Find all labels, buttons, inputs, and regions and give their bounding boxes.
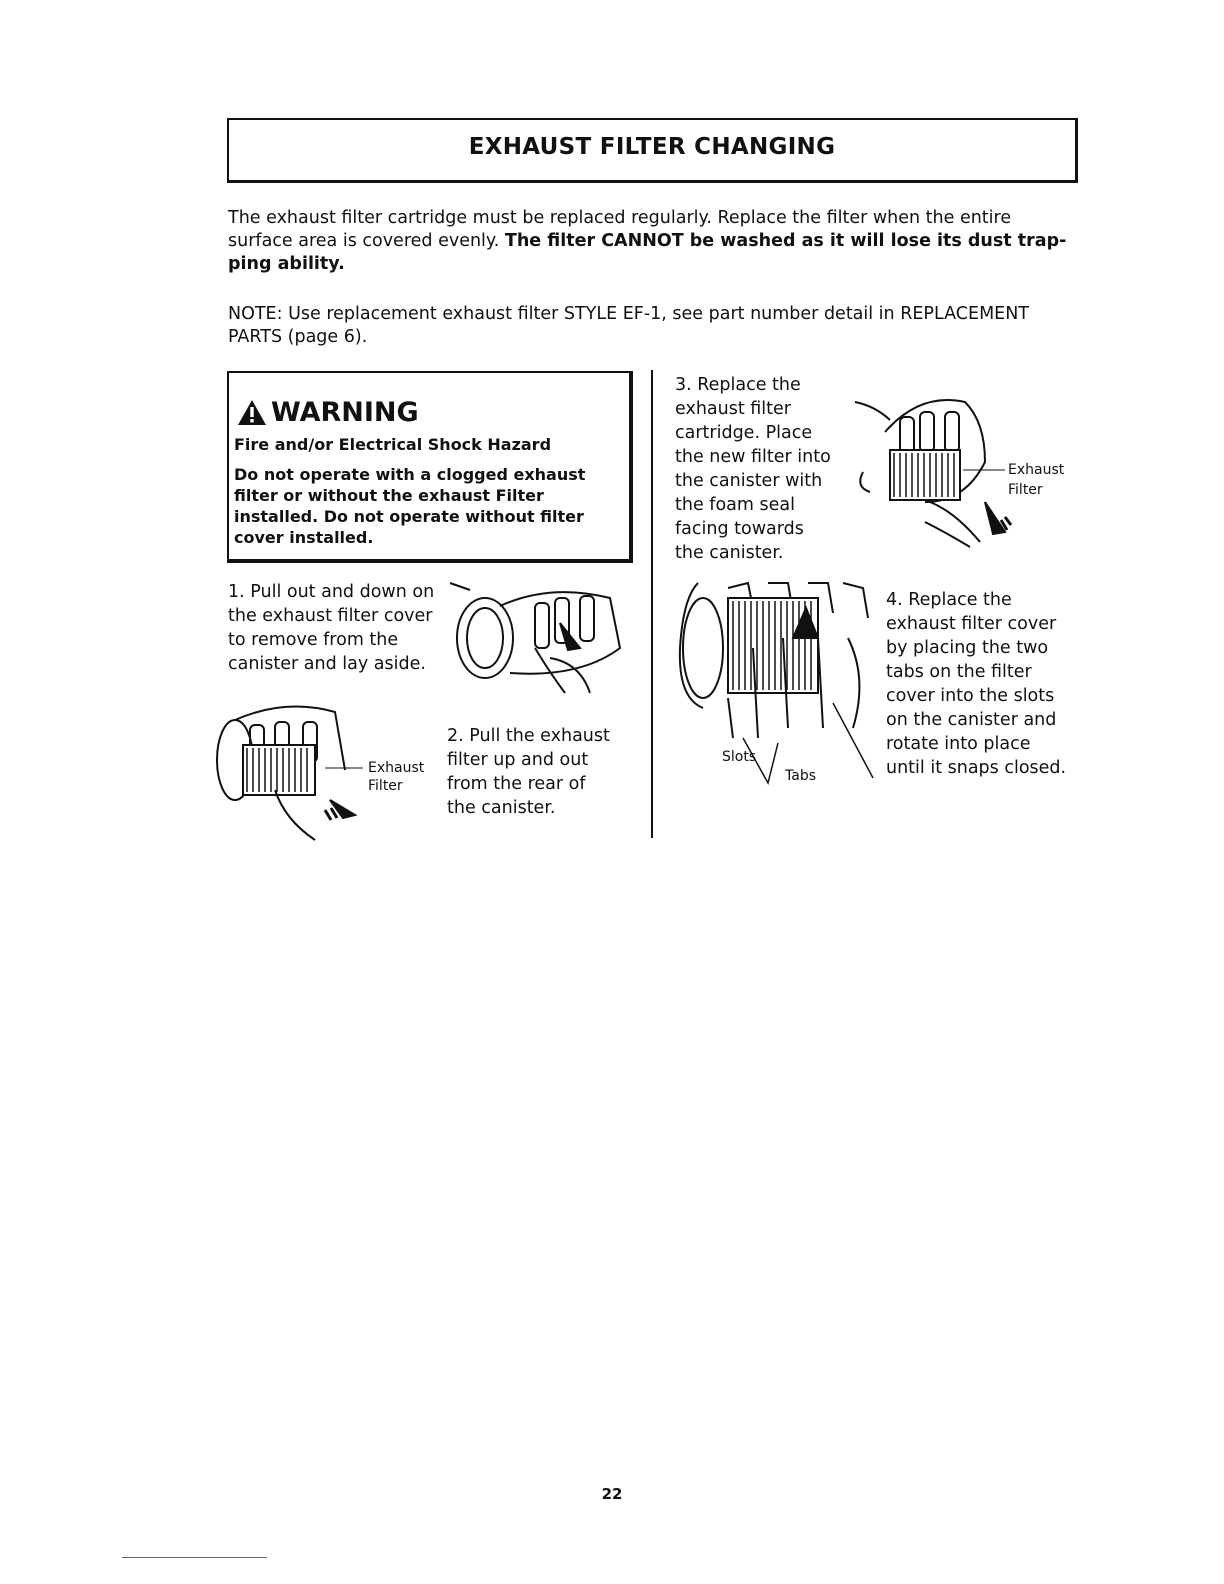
page-number: 22 — [601, 1485, 623, 1503]
warning-triangle-icon — [237, 399, 267, 426]
slots-label: Slots — [722, 749, 757, 765]
intro-paragraph — [228, 207, 1068, 276]
warning-body: Do not operate with a clogged exhaust filter or without the exhaust Filter installed. Do not operate without filter cover installed. — [234, 465, 586, 547]
page-title: EXHAUST FILTER CHANGING — [468, 134, 836, 160]
intro-line-1: The exhaust filter cartridge must be replaced regularly. Replace the filter when the entire — [228, 208, 1012, 228]
step-3-exhaust-label: Exhaust — [1008, 462, 1065, 478]
warning-box — [227, 371, 633, 563]
step-2-exhaust-label: Exhaust — [368, 760, 425, 776]
step-2-text: 2. Pull the exhaust filter up and out from the rear of the canister. — [447, 726, 610, 818]
note-line-2: PARTS (page 6). — [228, 327, 368, 347]
intro-line-2: surface area is covered evenly. The filter CANNOT be washed as it will lose its dust trap- — [228, 231, 1067, 251]
tabs-label: Tabs — [785, 768, 816, 784]
intro-line-3: ping ability. — [228, 254, 345, 274]
note-line-1: NOTE: Use replacement exhaust filter STYLE EF-1, see part number detail in REPLACEMENT — [228, 304, 1029, 324]
warning-subheading: Fire and/or Electrical Shock Hazard — [234, 435, 552, 454]
exhaust-filter-cartridge — [243, 745, 315, 795]
step-2-filter-label: Filter — [368, 778, 403, 794]
title-box — [227, 118, 1078, 183]
step-3-filter-label: Filter — [1008, 482, 1043, 498]
step-3-text: 3. Replace the exhaust filter cartridge. Place the new filter into the canister with the foam seal facing towards the canister. — [675, 375, 831, 563]
new-exhaust-filter — [890, 450, 960, 500]
footer-link-underline[interactable] — [122, 1557, 267, 1558]
step-4-illustration — [668, 578, 883, 803]
step-3-illustration — [845, 392, 1015, 557]
step-4-text: 4. Replace the exhaust filter cover by placing the two tabs on the filter cover into the slots on the canister and rotate into place until it snaps closed. — [886, 590, 1067, 778]
step-1-text: 1. Pull out and down on the exhaust filter cover to remove from the canister and lay aside. — [228, 582, 435, 674]
column-divider — [651, 370, 653, 838]
note-paragraph — [228, 303, 1068, 349]
warning-heading: WARNING — [237, 397, 419, 428]
step-2-illustration — [215, 700, 365, 840]
step-1-illustration — [440, 578, 630, 698]
